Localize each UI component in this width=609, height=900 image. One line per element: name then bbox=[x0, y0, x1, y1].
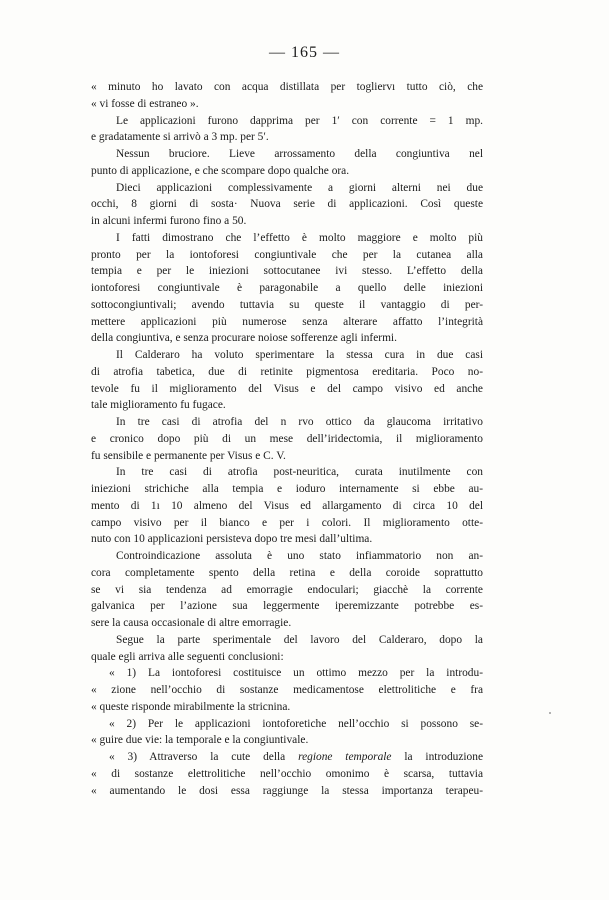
text-line: « 1) La iontoforesi costituisce un ottimo mezzo per la introdu- bbox=[109, 667, 483, 680]
text-line: occhi, 8 giorni di sosta· Nuova serie di applicazioni. Così queste bbox=[91, 198, 483, 211]
text-line: « di sostanze elettrolitiche nell’occhio omonimo è scarsa, tuttavia bbox=[91, 767, 483, 780]
text-line: e gradatamente si arrivò a 3 mp. per 5′. bbox=[91, 131, 269, 144]
text-line: iniezioni strichiche alla tempia e ioduro internamente si ebbe au- bbox=[91, 483, 483, 495]
text-line: sere la causa occasionale di altre emorragie. bbox=[91, 617, 292, 629]
text-line: I fatti dimostrano che l’effetto è molto maggiore e molto più bbox=[116, 231, 483, 244]
text-line: galvanica per l’azione sua leggermente iperemizzante potrebbe es- bbox=[91, 600, 483, 613]
text-line: in alcuni infermi furono fino a 50. bbox=[91, 215, 247, 227]
text-line: e cronico dopo più di un mese dell’iridectomia, il miglioramento bbox=[91, 432, 483, 445]
text-line: nuto con 10 applicazioni persisteva dopo tre mesi dall’ultima. bbox=[91, 533, 373, 546]
text-line: « minuto ho lavato con acqua distillata per togliervı tutto ciò, che bbox=[91, 81, 483, 93]
text-line: della congiuntiva, e senza procurare noiose sofferenze agli infermi. bbox=[91, 332, 397, 345]
text-line: fu sensibile e permanente per Visus e C. V. bbox=[91, 449, 286, 462]
text-line: Controindicazione assoluta è uno stato infiammatorio non an- bbox=[116, 550, 483, 562]
text-line: campo visivo per il bianco e per i colori. Il miglioramento otte- bbox=[91, 516, 483, 529]
page-number: — 165 — bbox=[269, 44, 340, 61]
text-line: iontoforesi congiuntivale è paragonabile a quello delle iniezioni bbox=[91, 282, 483, 294]
text-line: « 2) Per le applicazioni iontoforetiche nell’occhio si possono se- bbox=[109, 717, 483, 730]
text-line: « queste risponde mirabilmente la stricnina. bbox=[91, 700, 291, 713]
text-line: « vi fosse di estraneo ». bbox=[91, 97, 199, 110]
text-line: di atrofia tabetica, due di retinite pigmentosa ereditaria. Poco no- bbox=[91, 365, 483, 378]
body-text bbox=[91, 79, 483, 799]
text-line: Le applicazioni furono dapprima per 1′ con corrente = 1 mp. bbox=[116, 114, 483, 127]
italic-phrase: regione temporale bbox=[298, 751, 392, 763]
text-line: « 3) Attraverso la cute della regione temporale la introduzione bbox=[109, 751, 483, 763]
text-line: quale egli arriva alle seguenti conclusioni: bbox=[91, 650, 284, 663]
text-line: « zione nell’occhio di sostanze medicamentose elettrolitiche e fra bbox=[91, 684, 483, 696]
text-line: In tre casi di atrofia post-neuritica, curata inutilmente con bbox=[116, 466, 483, 479]
text-line: mettere applicazioni più numerose senza alterare affatto l’integrità bbox=[91, 315, 483, 328]
paper-speck bbox=[549, 712, 551, 714]
text-line: pronto per la iontoforesi congiuntivale che per la cutanea alla bbox=[91, 248, 483, 261]
text-line: sottocongiuntivali; avendo tuttavia su queste il vantaggio di per- bbox=[91, 298, 483, 311]
text-line: mento di 1ı 10 almeno del Visus ed allargamento di circa 10 del bbox=[91, 499, 483, 512]
text-line: punto di applicazione, e che scompare dopo qualche ora. bbox=[91, 164, 350, 177]
text-line: In tre casi di atrofia del n rvo ottico da glaucoma irritativo bbox=[116, 416, 483, 428]
text-line: tevole fu il miglioramento del Visus e del campo visivo ed anche bbox=[91, 382, 483, 395]
text-line: cora completamente spento della retina e della coroide soprattutto bbox=[91, 566, 483, 579]
text-line: « aumentando le dosi essa raggiunge la stessa importanza terapeu- bbox=[91, 784, 483, 797]
text-line: Nessun bruciore. Lieve arrossamento della congiuntiva nel bbox=[116, 148, 483, 160]
text-line: Il Calderaro ha voluto sperimentare la stessa cura in due casi bbox=[116, 349, 483, 361]
text-line: « guire due vie: la temporale e la congiuntivale. bbox=[91, 734, 309, 747]
text-line: se vi sia tendenza ad emorragie endoculari; giacchè la corrente bbox=[91, 583, 483, 596]
text-line: tale miglioramento fu fugace. bbox=[91, 399, 226, 412]
text-line: Segue la parte sperimentale del lavoro del Calderaro, dopo la bbox=[116, 633, 483, 646]
text-line: Dieci applicazioni complessivamente a giorni alterni nei due bbox=[116, 181, 483, 194]
text-line: tempia e per le iniezioni sottocutanee ivi stesso. L’effetto della bbox=[91, 265, 483, 278]
